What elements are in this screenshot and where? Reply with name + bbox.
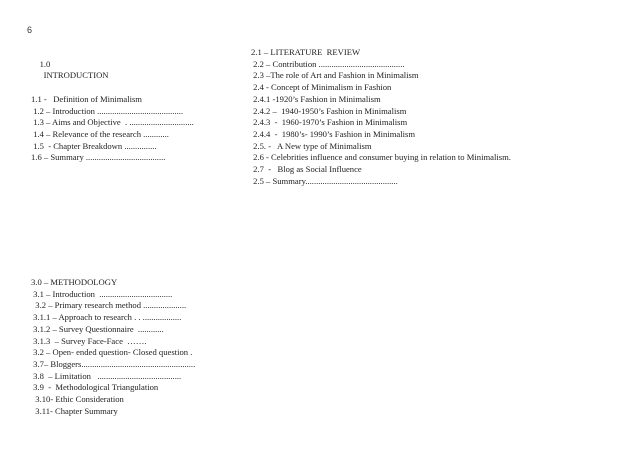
toc-heading-title: INTRODUCTION [43,70,109,81]
toc-entry: 2.3 –The role of Art and Fashion in Minimalism [251,70,419,81]
toc-entry: 3.8 – Limitation ....................................... [31,370,182,381]
toc-entry: 2.7 - Blog as Social Influence [251,164,362,175]
toc-entry: 1.2 – Introduction ........................................ [31,105,184,116]
page-number: 6 [27,25,33,35]
toc-entry: 2.6 - Celebrities influence and consumer buying in relation to Minimalism. [251,152,511,163]
toc-entry: 2.4.1 -1920’s Fashion in Minimalism [251,93,381,104]
toc-entry: 3.11- Chapter Summary [31,405,118,416]
toc-entry: 2.4 - Concept of Minimalism in Fashion [251,82,392,93]
toc-entry: 1.3 – Aims and Objective . .............................. [31,117,194,128]
toc-entry: 1.5 - Chapter Breakdown ............... [31,140,157,151]
toc-entry: 2.4.3 - 1960-1970’s Fashion in Minimalism [251,117,408,128]
toc-chapter-2 [251,47,511,187]
toc-entry: 3.10- Ethic Consideration [31,394,124,405]
toc-entry: 3.1.3 – Survey Face-Face ……. [31,335,147,346]
toc-entry: 1.4 – Relevance of the research ............ [31,128,169,139]
toc-entry: 3.2 – Primary research method .................... [31,300,187,311]
toc-entry: 3.1.1 – Approach to research . . .................. [31,312,182,323]
toc-entry: 2.2 – Contribution ........................................ [251,58,405,69]
toc-entry: 1.1 - Definition of Minimalism [31,93,142,104]
toc-entry: 3.2 – Open- ended question- Closed question . [31,347,193,358]
toc-entry: 1.6 – Summary ..................................... [31,152,166,163]
toc-heading-introduction [31,47,194,94]
toc-entry: 2.4.4 - 1980’s- 1990’s Fashion in Minimalism [251,128,416,139]
toc-entry: 2.5. - A New type of Minimalism [251,140,372,151]
toc-entry: 3.1.2 – Survey Questionnaire ............ [31,323,164,334]
toc-chapter-3 [31,277,195,417]
toc-heading-literature-review: 2.1 – LITERATURE REVIEW [251,47,361,57]
toc-heading-methodology: 3.0 – METHODOLOGY [31,277,118,287]
toc-entry: 3.7– Bloggers..................................................... [31,358,196,369]
toc-entry: 3.1 – Introduction .................................. [31,288,173,299]
toc-chapter-1 [31,47,194,164]
toc-entry: 2.4.2 – 1940-1950’s Fashion in Minimalism [251,105,407,116]
toc-entry: 3.9 - Methodological Triangulation [31,382,159,393]
toc-entry: 2.5 – Summary........................................... [251,175,398,186]
toc-heading-number: 1.0 [39,58,51,69]
